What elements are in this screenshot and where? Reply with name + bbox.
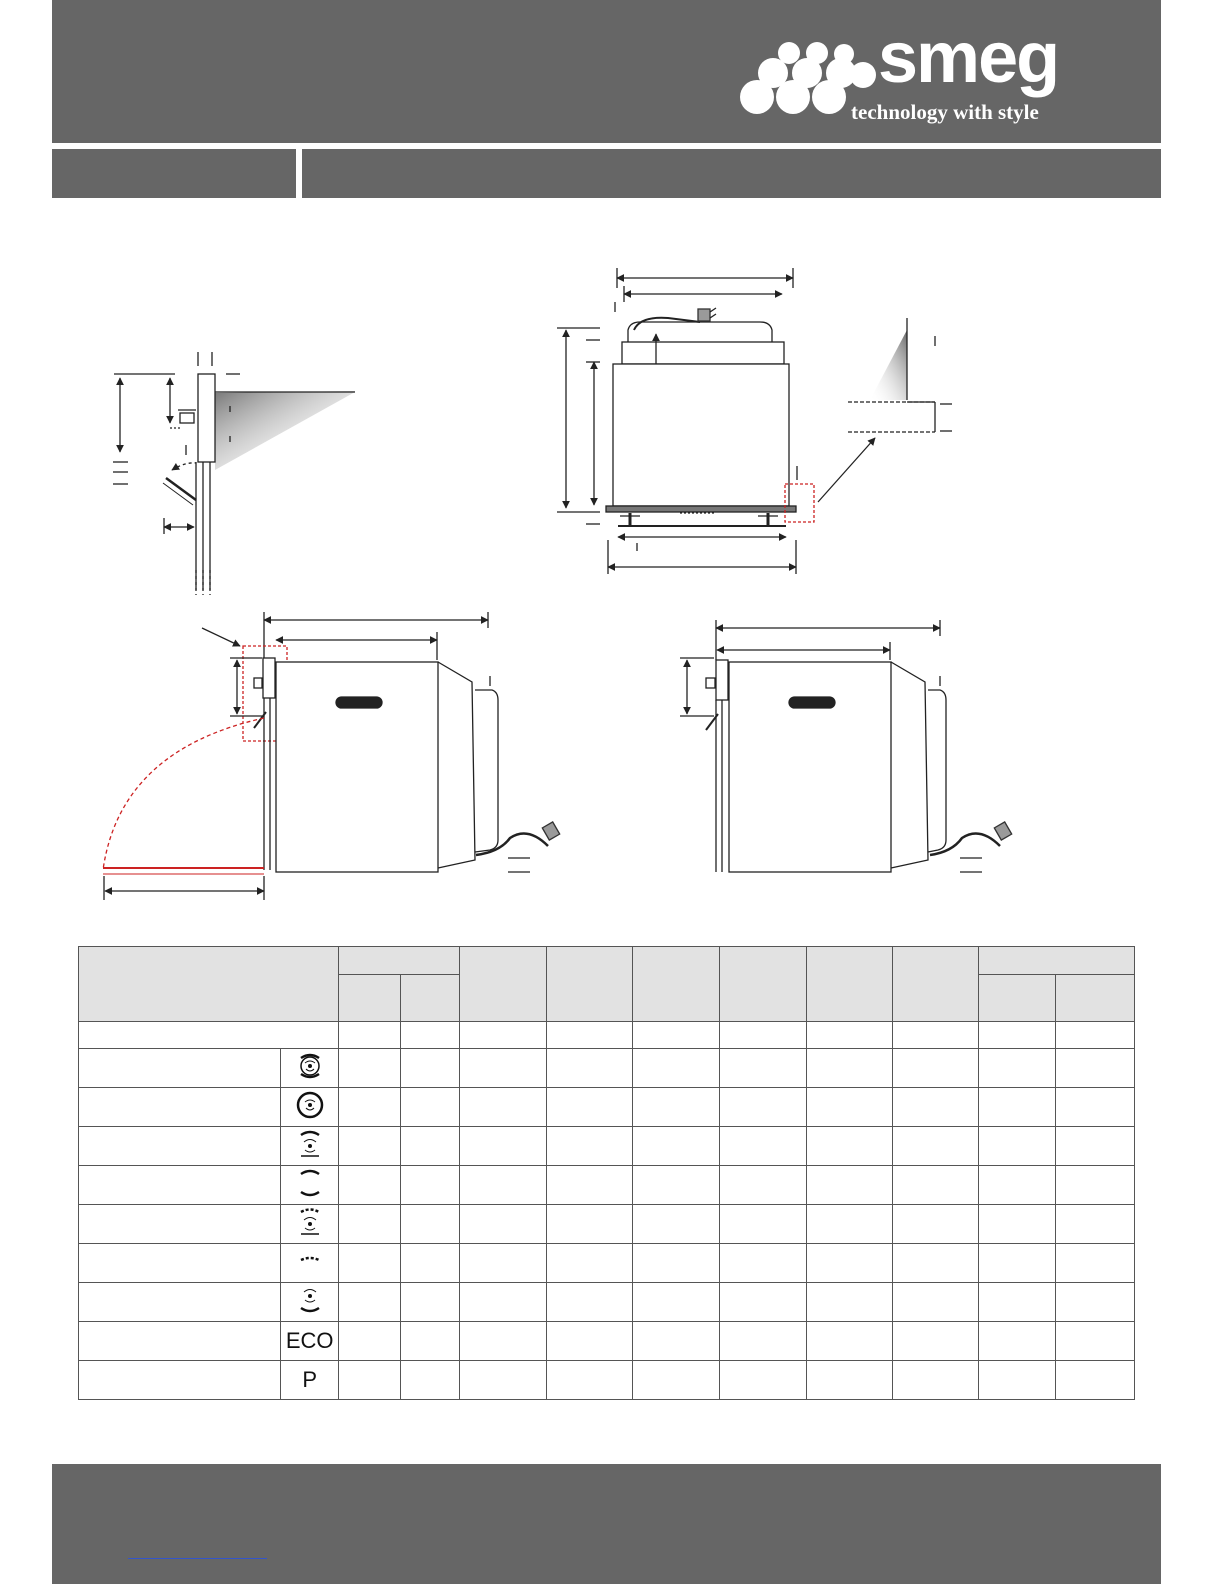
door-detail-drawing — [113, 352, 355, 595]
fan-circular-icon — [281, 1049, 339, 1088]
fan-grill-icon — [281, 1205, 339, 1244]
side-view-drawing — [680, 620, 1012, 872]
footer-website-link[interactable] — [128, 1558, 267, 1559]
table-header-row — [79, 947, 1135, 975]
table-header-cell — [892, 947, 978, 1022]
table-header-cell — [460, 947, 547, 1022]
table-header-cell — [547, 947, 633, 1022]
table-row — [79, 1166, 1135, 1205]
brand-wordmark: smeg — [878, 18, 1059, 98]
table-subheader-cell — [1055, 975, 1134, 1022]
fan-ring-icon — [281, 1088, 339, 1127]
top-bottom-elements-icon — [281, 1166, 339, 1205]
footer-band — [52, 1464, 1161, 1584]
table-row — [79, 1049, 1135, 1088]
table-row — [79, 1322, 1135, 1361]
table-header-cell — [633, 947, 719, 1022]
fan-top-element-icon — [281, 1127, 339, 1166]
eco-icon — [281, 1322, 339, 1361]
table-header-function — [79, 947, 339, 1022]
pyrolytic-icon — [281, 1361, 339, 1400]
table-header-group — [339, 947, 460, 975]
table-row — [79, 1127, 1135, 1166]
oven-functions-table — [78, 946, 1135, 1400]
table-row — [79, 1244, 1135, 1283]
brand-tagline: technology with style — [851, 100, 1039, 124]
pyrolytic-symbol: P — [302, 1367, 318, 1392]
front-view-drawing — [557, 268, 952, 574]
table-row — [79, 1205, 1135, 1244]
table-row — [79, 1283, 1135, 1322]
table-row — [79, 1361, 1135, 1400]
table-header-cell — [806, 947, 892, 1022]
table-subheader-cell — [401, 975, 460, 1022]
table-header-group — [978, 947, 1134, 975]
side-view-door-open-drawing — [103, 612, 560, 900]
eco-symbol: ECO — [285, 1328, 334, 1353]
table-header-cell — [719, 947, 806, 1022]
table-subheader-cell — [978, 975, 1055, 1022]
table-row — [79, 1088, 1135, 1127]
fan-bottom-icon — [281, 1283, 339, 1322]
grill-icon — [281, 1244, 339, 1283]
table-subheader-cell — [339, 975, 401, 1022]
table-row — [79, 1022, 1135, 1049]
